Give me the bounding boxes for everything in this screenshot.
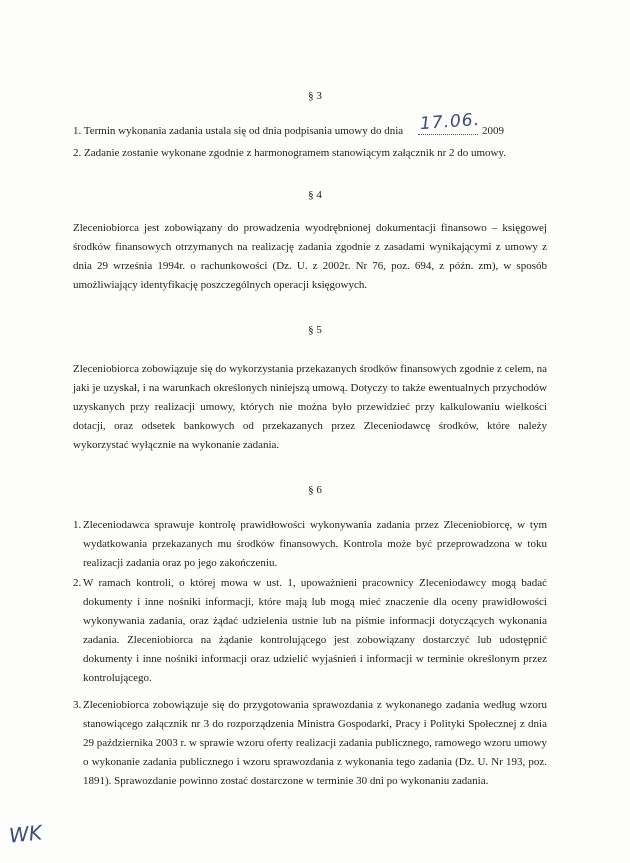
s3-line-2: 2. Zadanie zostanie wykonane zgodnie z harmonogramem stanowiącym załącznik nr 2 do umowy. — [73, 147, 507, 159]
s6-item-1-text: Zleceniodawca sprawuje kontrolę prawidłowości wykonywania zadania przez Zleceniobiorcę, w tym wydatkowania przekazanych mu środków finansowych. Kontrola może być przeprowadzona w toku realizacji zadania oraz po jego zakończeniu. — [83, 519, 547, 569]
section-5-title: § 5 — [308, 324, 322, 336]
s3-year: 2009 — [482, 125, 504, 137]
s6-item-2-number: 2. — [73, 577, 82, 589]
s6-item-1 — [73, 516, 547, 573]
section-5-paragraph: Zleceniobiorca zobowiązuje się do wykorzystania przekazanych środków finansowych zgodnie z celem, na jaki je uzyskał, i na warunkach określonych niniejszą umową. Dotyczy to także ewentualnych przychodów uzyskanych przy realizacji umowy, których nie można było przewidzieć przy kalkulowaniu wielkości dotacji, oraz odsetek bankowych od przekazanych przez Zleceniodawcę środków, które należy wykorzystać wyłącznie na wykonanie zadania. — [73, 363, 547, 451]
s6-item-3-text: Zleceniobiorca zobowiązuje się do przygotowania sprawozdania z wykonanego zadania według wzoru stanowiącego załącznik nr 3 do rozporządzenia Ministra Gospodarki, Pracy i Polityki Społecznej z dnia 29 października 2003 r. w sprawie wzoru oferty realizacji zadania publicznego, ramowego wzoru umowy o wykonanie zadania publicznego i wzoru sprawozdania z wykonania tego zadania (Dz. U. Nr 193, poz. 1891). Sprawozdanie powinno zostać dostarczone w terminie 30 dni po wykonaniu zadania. — [83, 699, 547, 787]
handwritten-date: 17.06. — [419, 109, 481, 135]
s6-item-1-number: 1. — [73, 519, 82, 531]
s6-item-3 — [73, 696, 547, 791]
s6-item-3-number: 3. — [73, 699, 82, 711]
s3-line-1-text: 1. Termin wykonania zadania ustala się od dnia podpisania umowy do dnia — [73, 125, 404, 137]
handwritten-initials: WK — [7, 820, 44, 848]
s6-item-2-text: W ramach kontroli, o której mowa w ust. 1, upoważnieni pracownicy Zleceniodawcy mogą badać dokumenty i inne nośniki informacji, które mają lub mogą mieć znaczenie dla oceny prawidłowości wykonywania zadania, oraz żądać udzielenia ustnie lub na piśmie informacji dotyczących wykonania zadania. Zleceniobiorca na żądanie kontrolującego jest zobowiązany dostarczyć lub udostępnić dokumenty i inne nośniki informacji oraz udzielić wyjaśnień i informacji w terminie określonym przez kontrolującego. — [83, 577, 547, 684]
section-4-title: § 4 — [308, 189, 322, 201]
section-6-title: § 6 — [308, 484, 322, 496]
section-3-title: § 3 — [308, 90, 322, 102]
s6-item-2 — [73, 574, 547, 688]
section-4-paragraph: Zleceniobiorca jest zobowiązany do prowadzenia wyodrębnionej dokumentacji finansowo – księgowej środków finansowych otrzymanych na realizację zadania zgodnie z zasadami wynikającymi z umowy z dnia 29 września 1994r. o rachunkowości (Dz. U. z 2002r. Nr 76, poz. 694, z późn. zm), w sposób umożliwiający identyfikację poszczególnych operacji księgowych. — [73, 222, 547, 291]
date-dotted-line — [418, 134, 478, 135]
s3-line-1 — [73, 124, 403, 138]
